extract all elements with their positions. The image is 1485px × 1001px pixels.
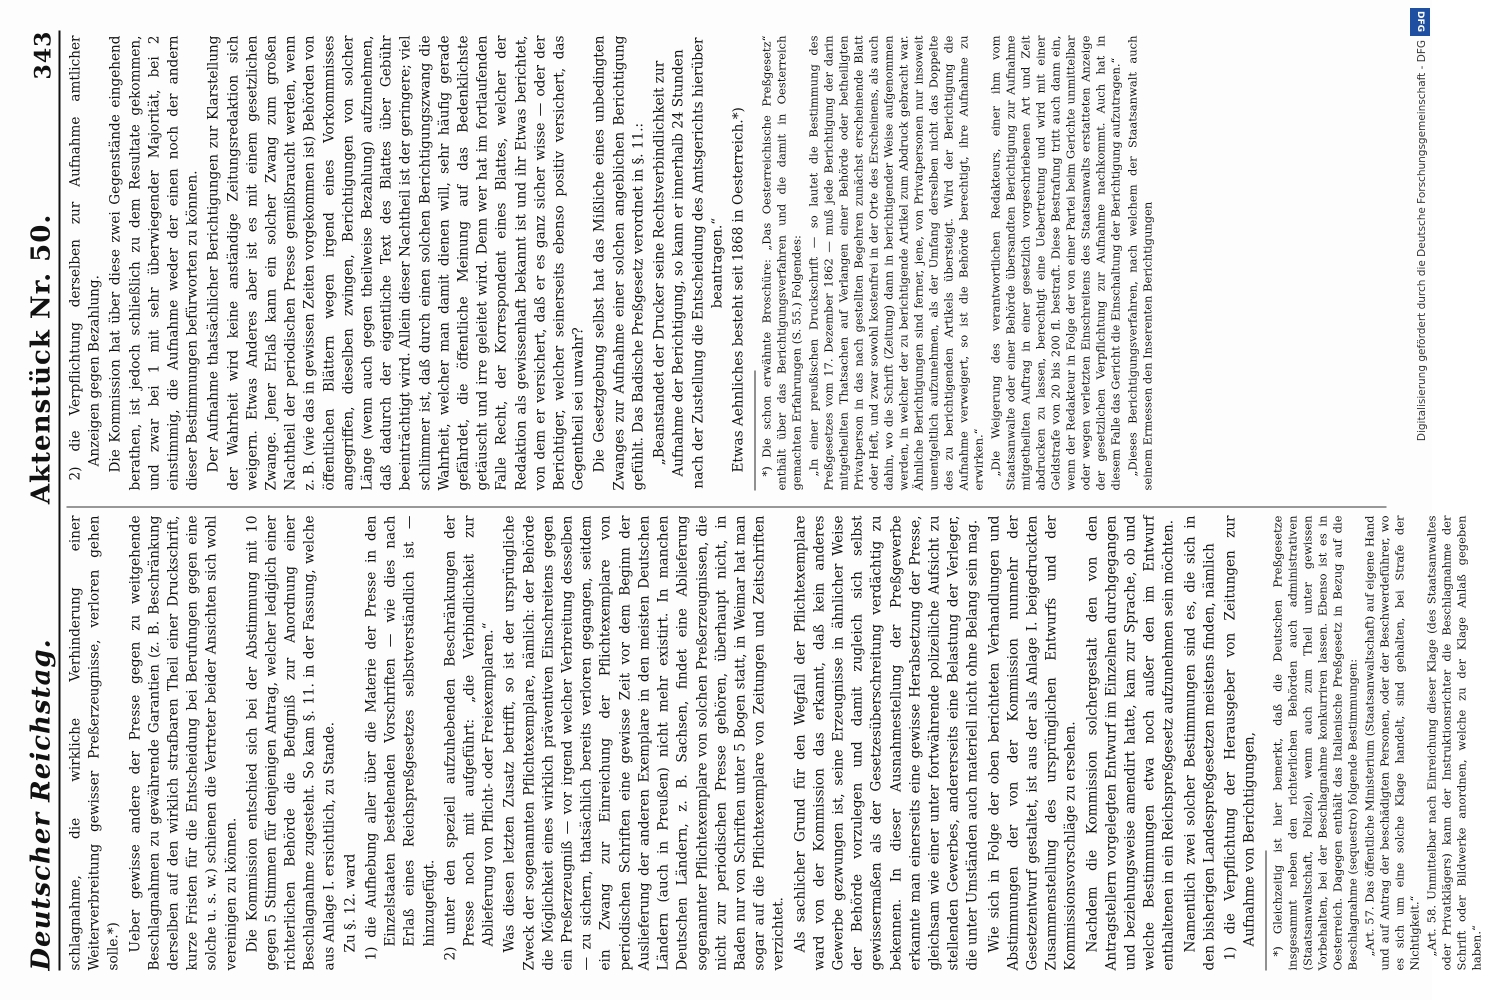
dfg-credit-strip: [1406, 0, 1432, 1000]
footnote-paragraph: „Dieses Berichtigungsverfahren, nach welchem der Staatsanwalt auch seinem Ermessen den Inserenten Berichtigungen: [1125, 35, 1155, 491]
paragraph: Der Aufnahme thatsächlicher Berichtigungen zur Klarstellung der Wahrheit wird keine anständige Zeitungsredaktion sich weigern. Etwas Anderes aber ist es mit einem gesetzlichen Zwange. Jener Erlaß kann ein solcher Zwang zum großen Nachtheil der periodischen Presse gemißbraucht werden, wenn z. B. (wie das in gewissen Zeiten vorgekommen ist) Behörden von öffentlichen Blättern wegen irgend eines Vorkommnisses angegriffen, dieselben zwingen, Berichtigungen von solcher Länge (wenn auch gegen theilweise Bezahlung) aufzunehmen, daß dadurch der eigentliche Text des Blattes über Gebühr beeinträchtigt wird. Allein dieser Nachtheil ist der geringere; viel schlimmer ist, daß durch einen solchen Berichtigungszwang die Wahrheit, welcher man damit dienen will, sehr häufig gerade gefährdet, die öffentliche Meinung auf das Bedenklichste getäuscht und irre geleitet wird. Denn wer hat im fortlaufenden Falle Recht, der Korrespondent eines Blattes, welcher der Redaktion als gewissenhaft bekannt ist und ihr Etwas berichtet, von dem er versichert, daß er es ganz sicher wisse — oder der Berichtiger, welcher seinerseits ebenso positiv versichert, das Gegentheil sei unwahr?: [205, 35, 587, 491]
paragraph: Namentlich zwei solcher Bestimmungen sind es, die sich in den bisherigen Landespreßgesetzen meistens finden, nämlich: [1182, 515, 1218, 971]
footnote-rule: [1266, 851, 1267, 971]
footnote: [1271, 516, 1485, 971]
footnote-paragraph: *) Gleichzeitig ist hier bemerkt, daß die Deutschen Preßgesetze insgesammt neben den richterlichen Behörden auch administrativen (Staatsanwaltschaft, Polizei), wenn auch zum Theil unter gewissen Vorbehalten, bei der Beschlagnahme konkurriren lassen. Ebenso ist es in Oesterreich. Dagegen enthält das Italienische Preßgesetz in Bezug auf die Beschlagnahme (sequestro) folgende Bestimmungen:: [1270, 515, 1360, 971]
list-item: 1) die Aufhebung aller über die Materie der Presse in den Einzelstaaten bestehenden Vorschriften — wie dies nach Erlaß eines Reichspreßgesetzes selbstverständlich ist — hinzugefügt.: [363, 515, 438, 961]
left-column: [67, 515, 1484, 971]
footnote-paragraph: „Art. 57. Das öffentliche Ministerium (Staatsanwaltschaft) auf eigene Hand und auf Antrag der beschädigten Personen, oder der Beschwerdeführer, wo es sich um eine solche Klage handelt, sind gehalten, bei Strafe der Nichtigkeit.“: [1362, 515, 1422, 971]
right-column: [67, 36, 1387, 491]
journal-title: Deutscher Reichstag.: [26, 638, 57, 971]
paragraph: Etwas Aehnliches besteht seit 1868 in Oesterreich.*): [730, 107, 747, 473]
footnote: [760, 36, 1156, 491]
list-item: 1) die Verpflichtung der Herausgeber von Zeitungen zur Aufnahme von Berichtigungen,: [1222, 515, 1258, 961]
page-header: [21, 31, 61, 971]
list-item: 2) unter den speziell aufzuhebenden Beschränkungen der Presse noch mit aufgeführt: „die Verbindlichkeit zur Ablieferung von Pflicht- oder Freiexemplaren.“: [442, 515, 497, 961]
footnote-paragraph: „In einer preußischen Druckschrift — so lautet die Bestimmung des Preßgesetzes vom 17. Dezember 1862 — muß jede Berichtigung der darin mitgetheilten Thatsachen auf Verlangen einer Behörde oder betheiligten Privatperson in das nach gestellten Begehren zunächst erscheinende Blatt oder Heft, und zwar sowohl kostenfrei in der Orte des Erscheinens, als auch dahin, wo die Schrift (Zeitung) dann in berichtigender Weise aufgenommen werden, in welcher der zu berichtigende Artikel zum Abdruck gebracht war. Ähnliche Berichtigungen sind ferner, jene, von Privatpersonen nur insoweit unentgeltlich aufzunehmen, als der Umfang derselben nicht das Doppelte des zu berichtigenden Artikels übersteigt. Wird der Berichtigung die Aufnahme verweigert, so ist die Behörde berechtigt, ihre Aufnahme zu erwirken.“: [806, 35, 986, 491]
footnote-rule: [755, 371, 756, 491]
paragraph: Als sachlicher Grund für den Wegfall der Pflichtexemplare ward von der Kommission das erkannt, daß kein anderes Gewerbe gezwungen ist, seine Erzeugnisse in ähnlicher Weise der Behörde vorzulegen und damit zugleich sich selbst gewissermaßen als der Gesetzesüberschreitung verdächtig zu bekennen. In dieser Ausnahmestellung der Preßgewerbe erkannte man einerseits eine gewisse Herabsetzung der Presse, gleichsam wie einer unter fortwährende polizeiliche Aufsicht zu stellenden Gewerbes, andererseits eine Belastung der Verleger, die unter Umständen auch materiell nicht ohne Belang sein mag.: [792, 515, 981, 971]
page-number: 343: [30, 30, 57, 80]
paragraph: Die Kommission hat über diese zwei Gegenstände eingehend berathen, ist jedoch schließlich zu dem Resultate gekommen, und zwar bei 1 mit sehr überwiegender Majorität, bei 2 einstimmig, die Aufnahme weder der einen noch der andern dieser Bestimmungen befürworten zu können.: [107, 35, 201, 491]
footnote-paragraph: „Die Weigerung des verantwortlichen Redakteurs, einer ihm vom Staatsanwalte oder einer Behörde übersandten Berichtigung zur Aufnahme mitgetheilten Auftrag in einer gesetzlich vorgeschriebenen Art und Zeit abdrucken zu lassen, berechtigt eine Uebertretung und wird mit einer Geldstrafe von 20 bis 200 fl. bestraft. Diese Bestrafung tritt auch dann ein, wenn der Redakteur in Folge der von einer Partei beim Gerichte unmittelbar oder wegen verletzten Einschreitens des Staatsanwalts erstatteten Anzeige der gesetzlichen Verpflichtung zur Aufnahme nachkommt. Auch hat in diesem Falle das Gericht die Einschaltung der Berichtigung aufzutragen.“: [988, 35, 1123, 491]
paragraph: Die Kommission entschied sich bei der Abstimmung mit 10 gegen 5 Stimmen für denjenigen Antrag, welcher lediglich einer richterlichen Behörde die Befugniß zur Anordnung einer Beschlagnahme zugesteht. So kam §. 11. in der Fassung, welche aus Anlage I. ersichtlich, zu Stande.: [244, 515, 338, 971]
paragraph: Wie sich in Folge der oben berichteten Verhandlungen und Abstimmungen der von der Kommission nunmehr der Gesetzentwurf gestaltet, ist aus der als Anlage I. beigedruckten Zusammenstellung des ursprünglichen Entwurfs und der Kommissionsvorschläge zu ersehen.: [986, 515, 1079, 971]
quotation: „Beanstandet der Drucker seine Rechtsverbindlichkeit zur Aufnahme der Berichtigung, so kann er innerhalb 24 Stunden nach der Zustellung die Entscheidung des Amtsgerichts hierüber beantragen.“: [651, 37, 726, 489]
paragraph: schlagnahme, die wirkliche Verhinderung einer Weiterverbreitung gewisser Preßerzeugnisse, verloren gehen solle.*): [67, 515, 122, 971]
paragraph: Zu §. 12. ward: [342, 853, 359, 953]
footnote-paragraph: *) Die schon erwähnte Broschüre: „Das Oesterreichische Preßgesetz“ enthält über das Berichtigungsverfahren und die damit in Oesterreich gemachten Erfahrungen (S. 55.) Folgendes:: [759, 35, 804, 491]
digitization-credit: Digitalisierung gefördert durch die Deutsche Forschungsgemeinschaft - DFG: [1416, 40, 1428, 442]
list-item: 2) die Verpflichtung derselben zur Aufnahme amtlicher Anzeigen gegen Bezahlung.: [67, 35, 103, 481]
document-number: Aktenstück Nr. 50.: [26, 213, 57, 505]
dfg-logo: DFG: [1410, 8, 1430, 36]
paragraph: Ueber gewisse andere der Presse gegen zu weitgehende Beschlagnahmen zu gewährende Garantien (z. B. Beschränkung derselben auf den wirklich strafbaren Theil einer Druckschrift, kurze Fristen für die Entscheidung bei Berufungen gegen eine solche u. s. w.) schienen die Vertreter beider Ansichten sich wohl vereinigen zu können.: [127, 515, 240, 971]
column-divider: [67, 507, 1387, 508]
paragraph: Nachdem die Kommission solchergestalt den von den Antragstellern vorgelegten Entwurf im Einzelnen durchgegangen und beziehungsweise amendirt hatte, kam zur Sprache, ob und welche Bestimmungen etwa noch außer den im Entwurf enthaltenen in ein Reichspreßgesetz aufzunehmen sein möchten.: [1084, 515, 1177, 971]
paragraph: Was diesen letzten Zusatz betrifft, so ist der ursprüngliche Zweck der sogenannten Pflichtexemplare, nämlich: der Behörde die Möglichkeit eines wirklich präventiven Einschreitens gegen ein Preßerzeugniß — vor irgend welcher Verbreitung desselben — zu sichern, thatsächlich bereits verloren gegangen, seitdem ein Zwang zur Einreichung der Pflichtexemplare von periodischen Schriften eine gewisse Zeit vor dem Beginn der Auslieferung der anderen Exemplare in den meisten Deutschen Ländern (auch in Preußen) nicht mehr existirt. In manchen Deutschen Ländern, z. B. Sachsen, findet eine Ablieferung sogenannter Pflichtexemplare von solchen Preßerzeugnissen, die nicht zur periodischen Presse gehören, überhaupt nicht, in Baden nur von Schriften unter 5 Bogen statt, in Weimar hat man sogar auf die Pflichtexemplare von Zeitungen und Zeitschriften verzichtet.: [501, 515, 787, 971]
paragraph: Die Gesetzgebung selbst hat das Mißliche eines unbedingten Zwanges zur Aufnahme einer solchen angeblichen Berichtigung gefühlt. Das Badische Preßgesetz verordnet in §. 11.:: [591, 35, 647, 491]
footnote-paragraph: „Art. 58. Unmittelbar nach Einreichung dieser Klage (des Staatsanwaltes oder Privatklägers) kann der Instruktionsrichter die Beschlagnahme der Schrift oder Bildwerke anordnen, welche zu der Klage Anlaß gegeben haben.“: [1424, 515, 1484, 971]
